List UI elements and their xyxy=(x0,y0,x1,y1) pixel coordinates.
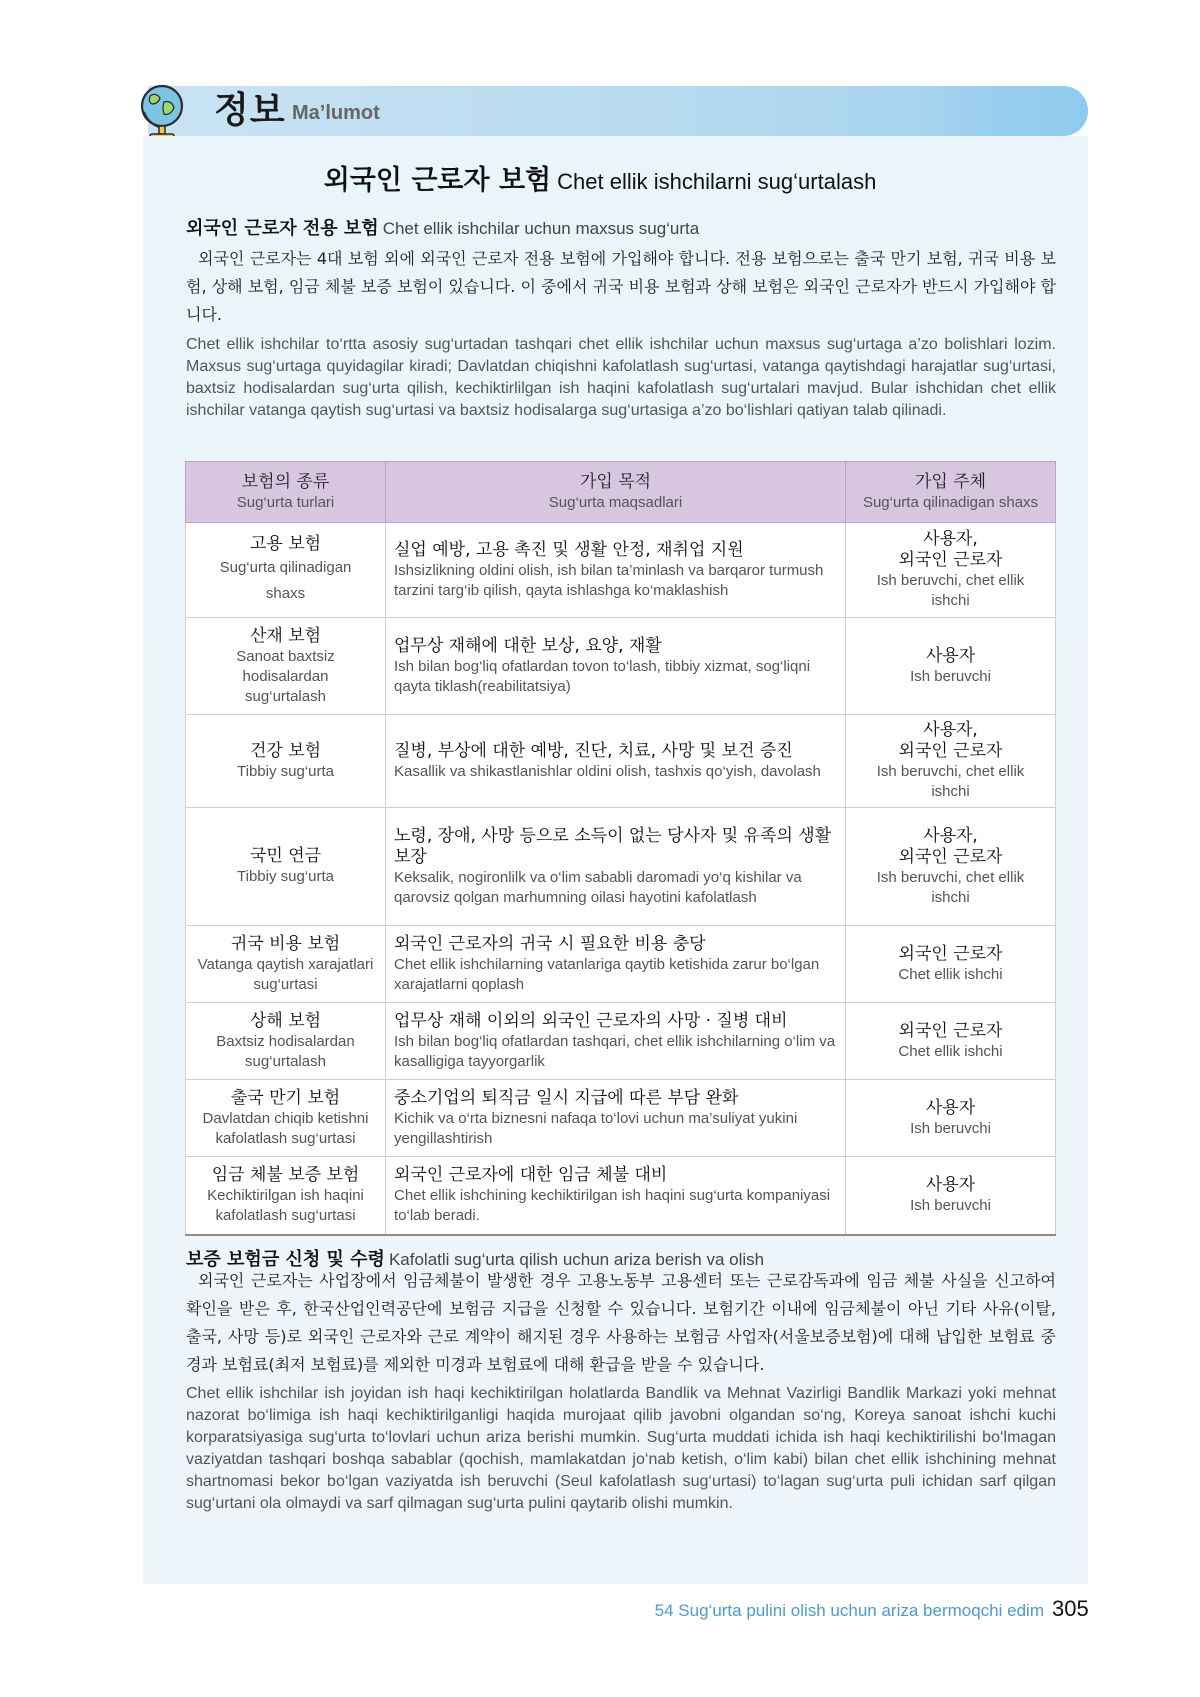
cell-type xyxy=(186,926,386,1003)
cell-type-ko: 출국 만기 보험 xyxy=(230,1087,341,1108)
section1-heading xyxy=(186,214,699,240)
cell-purpose xyxy=(386,808,846,926)
cell-subscriber-uz: Chet ellik ishchi xyxy=(898,1042,1003,1060)
cell-subscriber xyxy=(846,1080,1056,1157)
cell-type xyxy=(186,715,386,808)
cell-subscriber-ko: 외국인 근로자 xyxy=(898,943,1003,964)
section2-heading-uz: Kafolatli sug‘urta qilish uchun ariza berish va olish xyxy=(388,1250,765,1269)
table-row xyxy=(186,523,1056,618)
section1-heading-ko: 외국인 근로자 전용 보험 xyxy=(186,218,379,239)
table-header-subscriber xyxy=(846,462,1056,523)
page-number: 305 xyxy=(1052,1596,1089,1621)
cell-type-ko: 상해 보험 xyxy=(249,1010,322,1031)
header-title: 정보 xyxy=(214,90,286,131)
cell-subscriber-ko: 외국인 근로자 xyxy=(898,1020,1003,1041)
cell-purpose xyxy=(386,618,846,715)
cell-purpose-ko: 중소기업의 퇴직금 일시 지급에 따른 부담 완화 xyxy=(394,1087,739,1108)
table-row xyxy=(186,715,1056,808)
cell-subscriber-uz: Ish beruvchi, chet ellik ishchi xyxy=(876,868,1025,906)
cell-subscriber-ko: 사용자, 외국인 근로자 xyxy=(898,825,1003,867)
cell-purpose xyxy=(386,1080,846,1157)
cell-purpose-uz: Chet ellik ishchining kechiktirilgan ish haqini sug‘urta kompaniyasi to‘lab beradi. xyxy=(394,1186,831,1224)
cell-purpose xyxy=(386,926,846,1003)
cell-subscriber xyxy=(846,715,1056,808)
main-title-uz: Chet ellik ishchilarni sug‘urtalash xyxy=(557,169,877,194)
cell-subscriber-uz: Ish beruvchi, chet ellik ishchi xyxy=(876,572,1025,609)
table-row xyxy=(186,808,1056,926)
cell-purpose-uz: Ish bilan bog‘liq ofatlardan tovon to‘lash, tibbiy xizmat, sog‘liqni qayta tiklash(reabilitatsiya) xyxy=(394,657,811,695)
cell-subscriber-uz: Ish beruvchi xyxy=(910,667,991,685)
cell-purpose-uz: Ishsizlikning oldini olish, ish bilan ta’minlash va barqaror turmush tarzini targ‘ib qilish, qayta ishlashga ko‘maklashish xyxy=(394,561,824,599)
cell-type xyxy=(186,1003,386,1080)
cell-purpose-uz: Ish bilan bog‘liq ofatlardan tashqari, chet ellik ishchilarning o‘lim va kasalligiga tayyorgarlik xyxy=(394,1032,836,1070)
cell-subscriber-ko: 사용자 xyxy=(925,1174,976,1195)
section1-body-ko: 외국인 근로자는 4대 보험 외에 외국인 근로자 전용 보험에 가입해야 합니다. 전용 보험으로는 출국 만기 보험, 귀국 비용 보험, 상해 보험, 임금 체불 보증 보험이 있습니다. 이 중에서 귀국 비용 보험과 상해 보험은 외국인 근로자가 반드시 가입해야 합니다. xyxy=(186,249,1056,324)
table-row xyxy=(186,1157,1056,1235)
cell-purpose-ko: 실업 예방, 고용 촉진 및 생활 안정, 재취업 지원 xyxy=(394,539,744,560)
cell-purpose-uz: Kichik va o‘rta biznesni nafaqa to‘lovi uchun ma’suliyat yukini yengillashtirish xyxy=(394,1109,798,1147)
cell-purpose-uz: Chet ellik ishchilarning vatanlariga qaytib ketishida zarur bo‘lgan xarajatlarni qoplash xyxy=(394,955,820,993)
table-header-subscriber-ko: 가입 주체 xyxy=(914,472,987,492)
cell-subscriber-uz: Ish beruvchi, chet ellik ishchi xyxy=(876,763,1025,800)
cell-purpose xyxy=(386,523,846,618)
cell-type-uz: Sanoat baxtsiz hodisalardan sug‘urtalash xyxy=(236,647,335,705)
section1-heading-uz: Chet ellik ishchilar uchun maxsus sug‘urta xyxy=(382,219,700,238)
cell-purpose xyxy=(386,715,846,808)
cell-type xyxy=(186,1080,386,1157)
table-header-purpose xyxy=(386,462,846,523)
cell-subscriber-uz: Ish beruvchi xyxy=(910,1196,991,1214)
cell-subscriber-uz: Ish beruvchi xyxy=(910,1119,991,1137)
table-row xyxy=(186,618,1056,715)
cell-purpose-ko: 질병, 부상에 대한 예방, 진단, 치료, 사망 및 보건 증진 xyxy=(394,740,793,761)
cell-subscriber xyxy=(846,1003,1056,1080)
cell-type xyxy=(186,523,386,618)
cell-type-ko: 고용 보험 xyxy=(249,533,322,554)
section2-body-uz: Chet ellik ishchilar ish joyidan ish haqi kechiktirilgan holatlarda Bandlik va Mehnat Vazirligi Bandlik Markazi yoki mehnat nazorat bo‘limiga ish haqi kechiktirilganligi haqida murojaat qilib javobni olgandan so‘ng, Koreya sanoat ishchi kuchi korparatsiyasiga sug‘urta to‘lovlari uchun ariza berishi mumkin. Sug‘urta muddati ichida ish haqi kechiktirilishi bo‘lmagan vaziyatdan tashqari boshqa sabablar (qochish, mamlakatdan jo‘nab ketish, o‘lim kabi) bilan chet ellik ishchining mehnat shartnomasi bekor bo‘lgan vaziyatda ish beruvchi (Seul kafolatlash sug‘urtasi) to‘lagan sug‘urta puli ichidan sarf qilgan sug‘urtani ola olmaydi va sarf qilmagan sug‘urta pulini qaytarib olishi mumkin. xyxy=(186,1385,1056,1512)
table-header-type xyxy=(186,462,386,523)
cell-type xyxy=(186,808,386,926)
cell-purpose-uz: Kasallik va shikastlanishlar oldini olish, tashxis qo‘yish, davolash xyxy=(394,762,821,780)
cell-subscriber-ko: 사용자 xyxy=(925,645,976,666)
cell-type-uz: Tibbiy sug‘urta xyxy=(237,762,334,780)
cell-type-uz: Kechiktirilgan ish haqini kafolatlash sug‘urtasi xyxy=(207,1186,364,1224)
table-row xyxy=(186,1003,1056,1080)
cell-type-ko: 국민 연금 xyxy=(249,846,322,866)
footer-chapter-title: 54 Sug‘urta pulini olish uchun ariza bermoqchi edim xyxy=(654,1601,1044,1620)
table-header-purpose-ko: 가입 목적 xyxy=(579,472,652,492)
table-header-type-uz: Sug‘urta turlari xyxy=(236,494,335,511)
cell-subscriber xyxy=(846,1157,1056,1235)
table-header-type-ko: 보험의 종류 xyxy=(241,472,330,492)
cell-subscriber-ko: 사용자, 외국인 근로자 xyxy=(898,720,1003,761)
table-header-purpose-uz: Sug‘urta maqsadlari xyxy=(548,494,683,511)
globe-icon xyxy=(138,82,186,144)
cell-type-uz: Davlatdan chiqib ketishni kafolatlash sug‘urtasi xyxy=(202,1109,369,1147)
cell-type-uz: Tibbiy sug‘urta xyxy=(237,868,334,885)
cell-subscriber xyxy=(846,523,1056,618)
cell-type-uz: Sug‘urta qilinadigan shaxs xyxy=(219,558,352,602)
cell-purpose-ko: 업무상 재해 이외의 외국인 근로자의 사망 · 질병 대비 xyxy=(394,1010,788,1031)
cell-type-ko: 귀국 비용 보험 xyxy=(230,933,341,954)
cell-type-uz: Baxtsiz hodisalardan sug‘urtalash xyxy=(216,1032,355,1070)
cell-type-ko: 임금 체불 보증 보험 xyxy=(211,1164,360,1185)
cell-purpose xyxy=(386,1003,846,1080)
main-title xyxy=(0,158,1200,197)
cell-subscriber xyxy=(846,808,1056,926)
main-title-ko: 외국인 근로자 보험 xyxy=(323,165,552,196)
cell-purpose-ko: 외국인 근로자에 대한 임금 체불 대비 xyxy=(394,1164,668,1185)
cell-purpose xyxy=(386,1157,846,1235)
header-band xyxy=(148,86,1088,136)
table-row xyxy=(186,926,1056,1003)
table-row xyxy=(186,1080,1056,1157)
cell-type xyxy=(186,1157,386,1235)
cell-purpose-ko: 외국인 근로자의 귀국 시 필요한 비용 충당 xyxy=(394,933,706,954)
cell-purpose-ko: 노령, 장애, 사망 등으로 소득이 없는 당사자 및 유족의 생활 보장 xyxy=(394,825,832,867)
cell-subscriber-ko: 사용자, 외국인 근로자 xyxy=(898,529,1003,570)
insurance-table xyxy=(185,461,1056,1236)
cell-subscriber xyxy=(846,926,1056,1003)
table-header-row xyxy=(186,462,1056,523)
cell-purpose-ko: 업무상 재해에 대한 보상, 요양, 재활 xyxy=(394,635,662,656)
cell-subscriber-ko: 사용자 xyxy=(925,1097,976,1118)
cell-subscriber xyxy=(846,618,1056,715)
section2-body-ko: 외국인 근로자는 사업장에서 임금체불이 발생한 경우 고용노동부 고용센터 또는 근로감독과에 임금 체불 사실을 신고하여 확인을 받은 후, 한국산업인력공단에 보험금 지급을 신청할 수 있습니다. 보험기간 이내에 임금체불이 아닌 기타 사유(이탈, 출국, 사망 등)로 외국인 근로자와 근로 계약이 해지된 경우 사용하는 보험금 사업자(서울보증보험)에 대해 납입한 보험료 중 경과 보험료(최저 보험료)를 제외한 미경과 보험료에 대해 환급을 받을 수 있습니다. xyxy=(186,1271,1056,1374)
section1-body-uz: Chet ellik ishchilar to‘rtta asosiy sug‘urtadan tashqari chet ellik ishchilar uchun maxsus sug‘urtaga a’zo bolishlari lozim. Maxsus sug‘urtaga quyidagilar kiradi; Davlatdan chiqishni kafolatlash sug‘urtasi, vatanga qaytishdagi harajatlar sug‘urtasi, baxtsiz hodisalardan sug‘urta qilish, kechiktirlilgan ish haqini kafolatlash sug‘urtalari mavjud. Bular ishchidan chet ellik ishchilar vatanga qaytish sug‘urtasi va baxtsiz hodisalarga sug‘urtasiga a’zo bo‘lishlari qatiyan talab qilinadi. xyxy=(186,336,1056,419)
table-header-subscriber-uz: Sug‘urta qilinadigan shaxs xyxy=(862,494,1039,511)
cell-subscriber-uz: Chet ellik ishchi xyxy=(898,965,1003,983)
cell-type-uz: Vatanga qaytish xarajatlari sug‘urtasi xyxy=(197,955,374,993)
cell-purpose-uz: Keksalik, nogironlilk va o‘lim sababli daromadi yo‘q kishilar va qarovsiz qolgan marhumning oilasi hayotini kafolatlash xyxy=(394,868,802,906)
section2-heading-ko: 보증 보험금 신청 및 수령 xyxy=(186,1249,385,1270)
header-subtitle: Ma’lumot xyxy=(292,102,380,124)
cell-type-ko: 건강 보험 xyxy=(249,740,322,761)
cell-type-ko: 산재 보험 xyxy=(249,625,322,646)
cell-type xyxy=(186,618,386,715)
